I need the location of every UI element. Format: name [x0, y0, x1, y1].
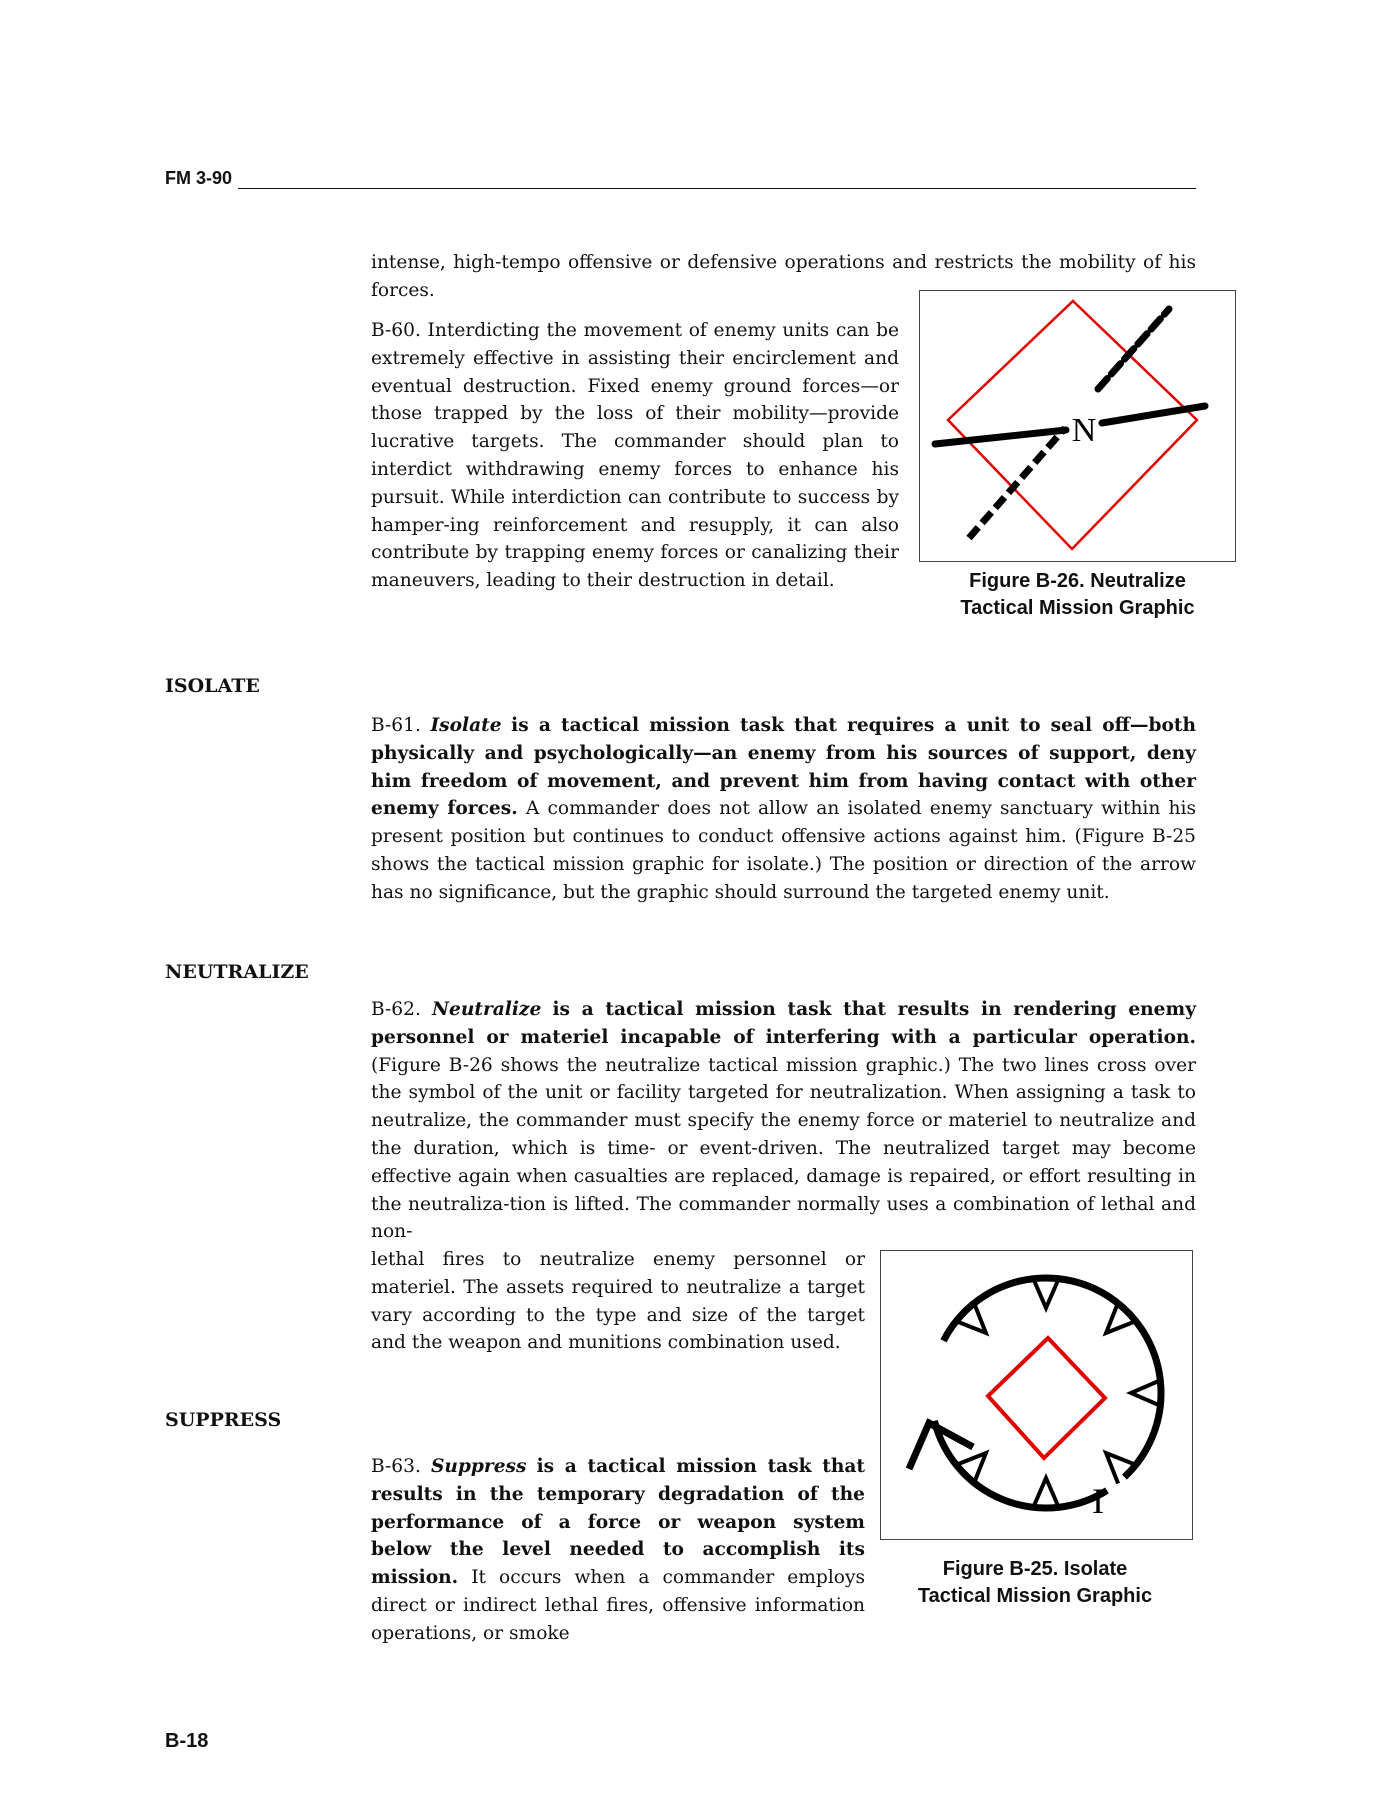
- manual-number: FM 3-90: [165, 168, 233, 188]
- paragraph-number: B-63.: [371, 1456, 421, 1477]
- isolate-symbol: I: [1092, 1481, 1104, 1521]
- paragraph-b62-continued: lethal fires to neutralize enemy personnel or materiel. The assets required to neutralize a target vary according to the type and size of the target and the weapon and munitions combination used.: [371, 1249, 865, 1354]
- paragraph-b61: [371, 712, 1196, 907]
- body-text: It occurs when a commander employs direct or indirect lethal fires, offensive information operations, or smoke: [371, 1567, 866, 1644]
- isolate-graphic-icon: [881, 1251, 1192, 1539]
- caption-line: Tactical Mission Graphic: [960, 597, 1195, 619]
- figure-b25-caption: [870, 1556, 1200, 1610]
- section-heading-isolate: ISOLATE: [165, 675, 260, 697]
- caption-line: Figure B-26. Neutralize: [969, 570, 1186, 592]
- page-number: B-18: [165, 1730, 209, 1752]
- header-rule: [238, 174, 1196, 189]
- dashed-line-upper: [1098, 309, 1169, 389]
- figure-b25-isolate-graphic: [880, 1250, 1193, 1540]
- paragraph-b60: B-60. Interdicting the movement of enemy units can be extremely effective in assisting their encirclement and eventual destruction. Fixed enemy ground forces—or those trapped by the loss of their mobility—provide lucrative targets. The commander should plan to interdict withdrawing enemy forces to enhance his pursuit. While interdiction can contribute to success by hamper-ing reinforcement and resupply, it can also contribute by trapping enemy forces or canalizing their maneuvers, leading to their destruction in detail.: [371, 320, 899, 592]
- paragraph-b63: [371, 1453, 865, 1648]
- dashed-line-lower: [969, 428, 1065, 538]
- target-diamond: [988, 1338, 1105, 1458]
- defined-term: Suppress: [430, 1456, 527, 1477]
- section-heading-neutralize: NEUTRALIZE: [165, 961, 309, 983]
- paragraph-number: B-62.: [371, 999, 421, 1020]
- definition: is a tactical mission task that results in the temporary degradation of the performance of a force or weapon system below the level needed to accomplish its mission.: [371, 1456, 865, 1589]
- body-text: (Figure B-26 shows the neutralize tactical mission graphic.) The two lines cross over the symbol of the unit or facility targeted for neutralization. When assigning a task to neutralize, the commander must specify the enemy force or materiel to neutralize and the duration, which is time- or event-driven. The neutralized target may become effective again when casualties are replaced, damage is repaired, or effort resulting in the neutraliza-tion is lifted. The commander normally uses a combination of lethal and non-: [371, 1054, 1196, 1243]
- neutralize-symbol: N: [1071, 412, 1097, 449]
- defined-term: Neutralize: [432, 999, 542, 1020]
- caption-line: Figure B-25. Isolate: [942, 1558, 1128, 1580]
- triangle-tooth: [1033, 1278, 1059, 1308]
- figure-b26-neutralize-graphic: [919, 290, 1236, 562]
- triangle-tooth: [1131, 1380, 1161, 1406]
- paragraph-intro: intense, high-tempo offensive or defensive operations and restricts the mobility of his forces.: [371, 252, 1196, 301]
- section-heading-suppress: SUPPRESS: [165, 1409, 282, 1431]
- definition: is a tactical mission task that requires a unit to seal off—both physically and psychologically—an enemy from his sources of support, deny him freedom of movement, and prevent him from having contact with other enemy forces.: [371, 715, 1196, 820]
- caption-line: Tactical Mission Graphic: [917, 1585, 1153, 1607]
- definition: is a tactical mission task that results in rendering enemy personnel or materiel incapable of interfering with a particular operation.: [371, 999, 1196, 1048]
- paragraph-number: B-61.: [371, 715, 421, 736]
- triangle-tooth: [1033, 1478, 1059, 1508]
- running-header: [165, 168, 1196, 189]
- neutralize-graphic-icon: [920, 291, 1235, 561]
- paragraph-b62: [371, 996, 1196, 1246]
- solid-line-left: [935, 430, 1066, 444]
- figure-b26-caption: [900, 568, 1255, 622]
- defined-term: Isolate: [430, 715, 502, 736]
- body-text: A commander does not allow an isolated enemy sanctuary within his present position but continues to conduct offensive actions against him. (Figure B-25 shows the tactical mission graphic for isolate.) The position or direction of the arrow has no significance, but the graphic should surround the targeted enemy unit.: [371, 798, 1196, 903]
